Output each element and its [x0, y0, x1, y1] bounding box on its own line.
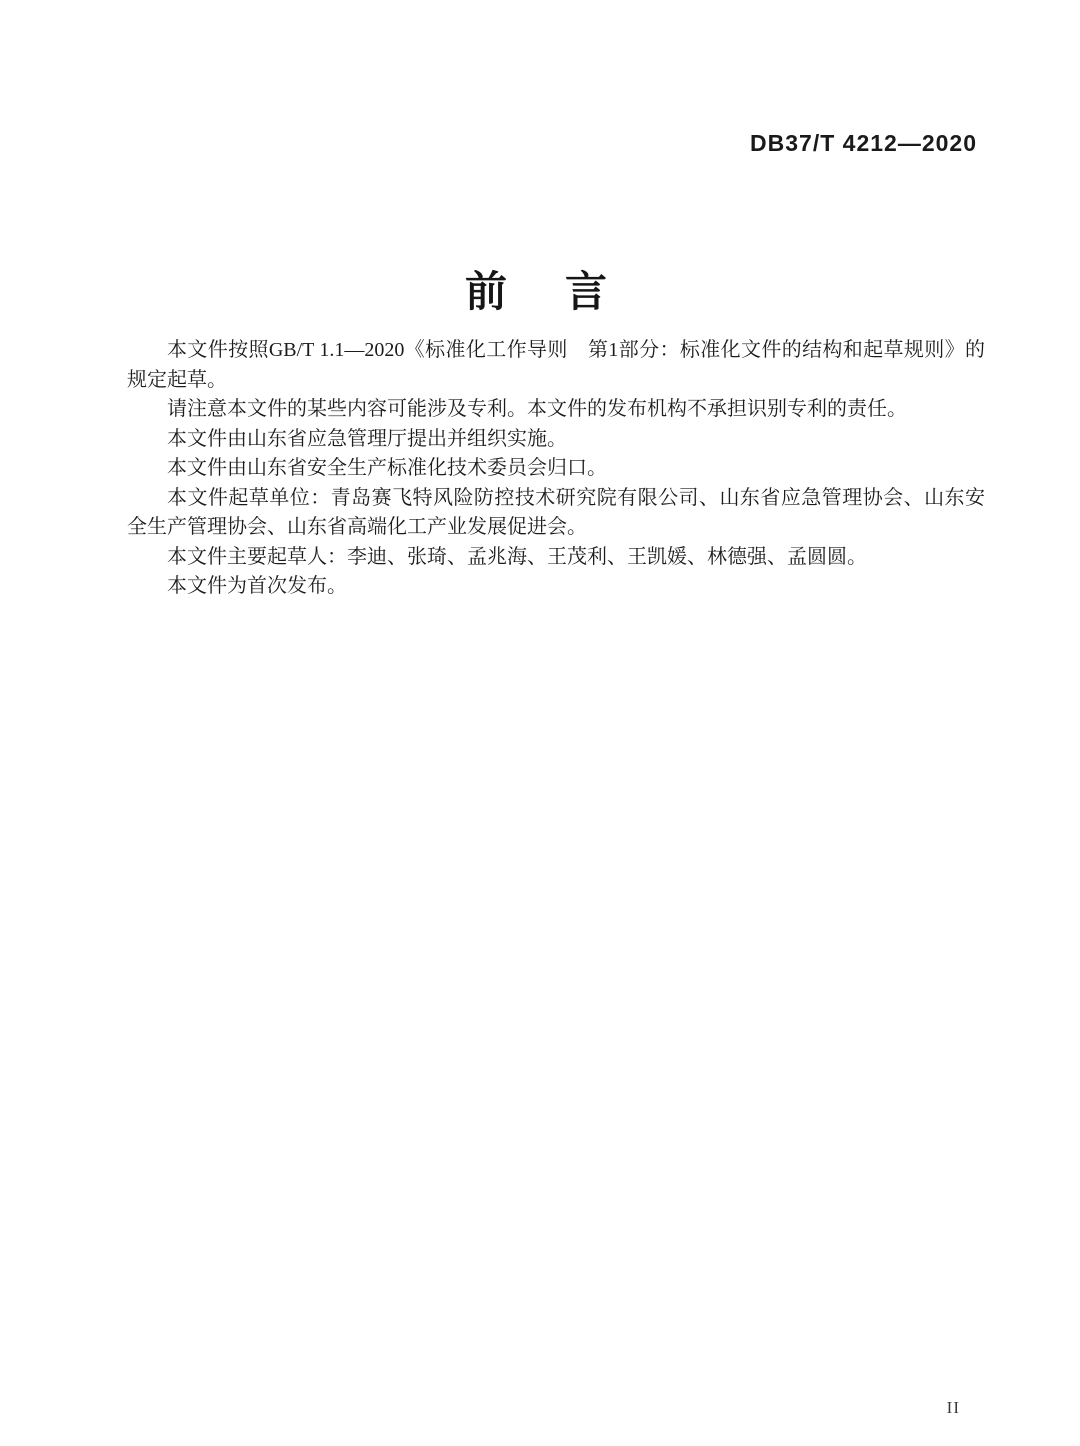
foreword-title: 前 言 [464, 268, 615, 316]
paragraph-first-issue: 本文件为首次发布。 [167, 575, 347, 597]
paragraph-main-drafters: 本文件主要起草人：李迪、张琦、孟兆海、王茂利、王凯媛、林德强、孟圆圆。 [167, 545, 867, 568]
paragraph-drafting-organizations: 本文件起草单位：青岛赛飞特风险防控技术研究院有限公司、山东省应急管理协会、山东安全生产管理协会、山东省高端化工产业发展促进会。 [127, 486, 985, 538]
paragraph-drafting-rules: 本文件按照GB/T 1.1—2020《标准化工作导则 第1部分：标准化文件的结构和起草规则》的规定起草。 [127, 339, 985, 391]
paragraph-proposing-body: 本文件由山东省应急管理厅提出并组织实施。 [167, 427, 567, 450]
standard-doc-number: DB37/T 4212—2020 [750, 130, 977, 156]
foreword-body [127, 336, 985, 602]
page-number: II [946, 1398, 960, 1417]
paragraph-patent-notice: 请注意本文件的某些内容可能涉及专利。本文件的发布机构不承担识别专利的责任。 [167, 398, 907, 420]
paragraph-centralized-body: 本文件由山东省安全生产标准化技术委员会归口。 [167, 457, 607, 479]
